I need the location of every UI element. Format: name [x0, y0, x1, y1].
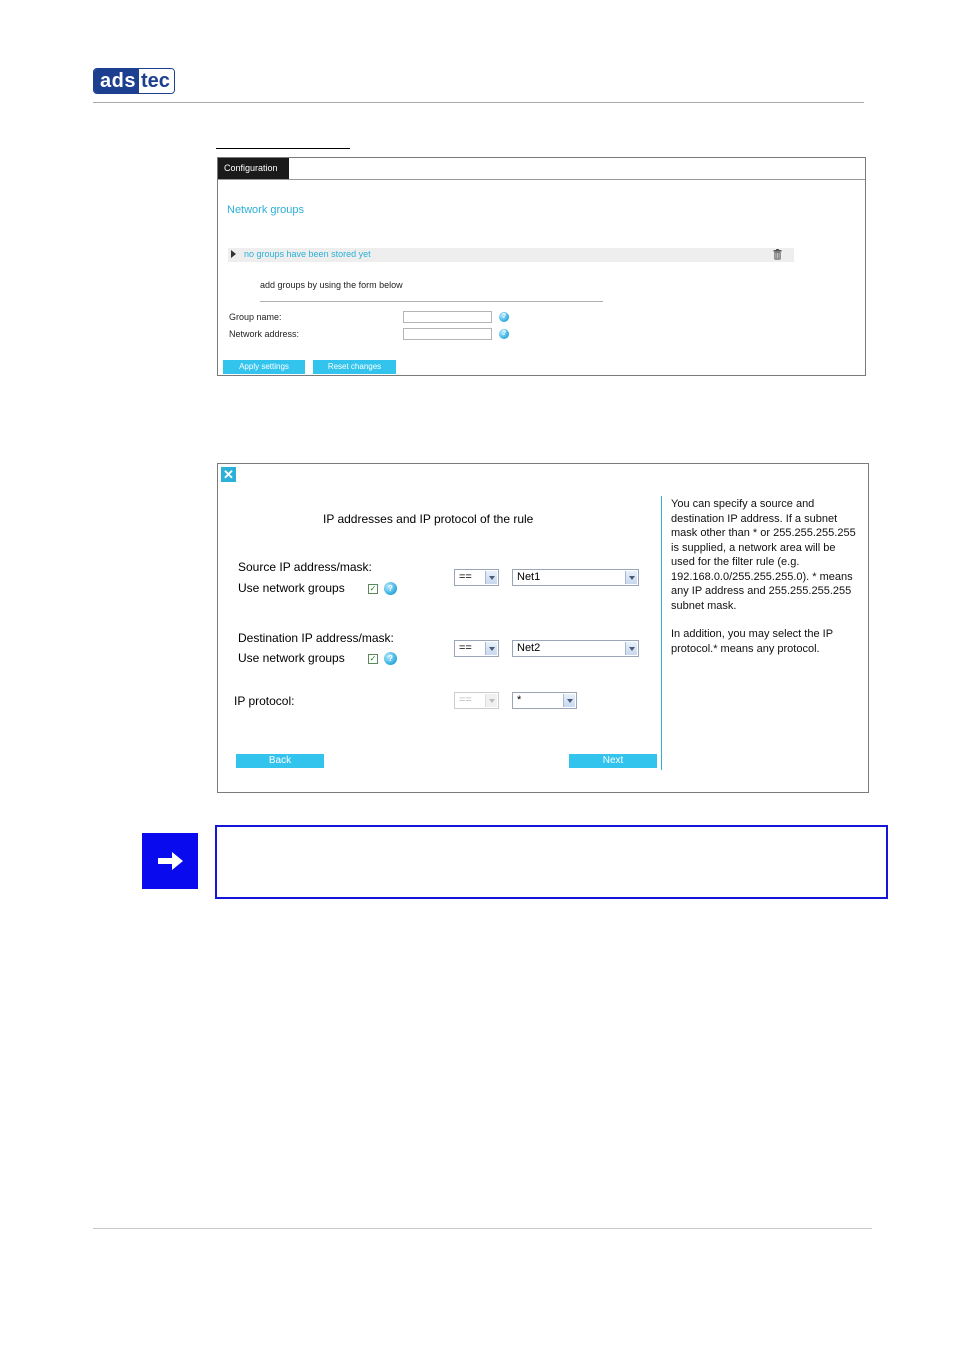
- protocol-value: *: [517, 694, 522, 706]
- source-group-select[interactable]: [512, 569, 639, 586]
- close-icon[interactable]: ✕: [221, 467, 236, 482]
- chevron-down-icon[interactable]: [563, 694, 575, 707]
- groups-list-row[interactable]: [228, 248, 794, 262]
- source-address-label: Source IP address/mask:: [238, 560, 372, 574]
- ip-protocol-label: IP protocol:: [234, 694, 295, 708]
- destination-group-value: Net2: [517, 642, 541, 654]
- network-groups-panel: [217, 157, 866, 376]
- footer-divider: [93, 1228, 872, 1229]
- add-groups-note: add groups by using the form below: [260, 280, 403, 290]
- protocol-operator-value: ==: [459, 694, 472, 706]
- group-name-label: Group name:: [229, 312, 282, 322]
- chevron-down-icon: [485, 694, 497, 707]
- help-text: [671, 497, 856, 656]
- network-address-label: Network address:: [229, 329, 300, 339]
- chevron-down-icon[interactable]: [485, 571, 497, 584]
- help-icon[interactable]: ?: [384, 652, 397, 665]
- source-operator-select[interactable]: [454, 569, 499, 586]
- destination-operator-value: ==: [459, 642, 472, 654]
- logo-text-tec: tec: [139, 69, 174, 93]
- reset-changes-button[interactable]: Reset changes: [313, 360, 396, 374]
- destination-use-groups-checkbox[interactable]: ✓: [369, 654, 377, 663]
- form-separator: [260, 301, 603, 302]
- protocol-operator-select: [454, 692, 499, 709]
- source-use-groups-checkbox[interactable]: ✓: [369, 584, 377, 593]
- trash-icon[interactable]: [773, 249, 782, 260]
- help-divider: [661, 496, 662, 770]
- destination-group-select[interactable]: [512, 640, 639, 657]
- logo-text-ads: ads: [94, 69, 139, 93]
- help-paragraph-protocol: In addition, you may select the IP protocol.* means any protocol.: [671, 628, 833, 655]
- source-group-value: Net1: [517, 571, 541, 583]
- adstec-logo: [93, 68, 175, 94]
- network-address-input[interactable]: [403, 328, 492, 340]
- groups-empty-text: no groups have been stored yet: [244, 249, 371, 259]
- arrow-right-icon: [142, 833, 198, 889]
- help-icon[interactable]: ?: [384, 582, 397, 595]
- destination-use-groups-label: Use network groups: [238, 651, 345, 665]
- source-operator-value: ==: [459, 571, 472, 583]
- tab-bar: [218, 158, 865, 180]
- dialog-title: IP addresses and IP protocol of the rule: [323, 512, 534, 526]
- help-icon[interactable]: ?: [499, 312, 509, 322]
- protocol-select[interactable]: [512, 692, 577, 709]
- group-name-input[interactable]: [403, 311, 492, 323]
- caption-underline: [216, 148, 350, 149]
- chevron-down-icon[interactable]: [625, 642, 637, 655]
- expand-arrow-icon[interactable]: [231, 250, 236, 258]
- section-title: Network groups: [227, 204, 305, 216]
- next-button[interactable]: Next: [569, 754, 657, 768]
- destination-operator-select[interactable]: [454, 640, 499, 657]
- tab-configuration[interactable]: Configuration: [218, 158, 289, 179]
- apply-settings-button[interactable]: Apply settings: [223, 360, 305, 374]
- destination-address-label: Destination IP address/mask:: [238, 631, 394, 645]
- help-icon[interactable]: ?: [499, 329, 509, 339]
- note-icon-box: [142, 833, 198, 889]
- header-divider: [93, 102, 864, 103]
- source-use-groups-label: Use network groups: [238, 581, 345, 595]
- note-box: [215, 825, 888, 899]
- chevron-down-icon[interactable]: [625, 571, 637, 584]
- back-button[interactable]: Back: [236, 754, 324, 768]
- chevron-down-icon[interactable]: [485, 642, 497, 655]
- help-paragraph-source-destination: You can specify a source and destination IP address. If a subnet mask other than * or 255.255.255.255 is supplied, a network area will be used for the filter rule (e.g. 192.168.0.0/255.255.255.0). * means any IP address and 255.255.255.255 subnet mask.: [671, 498, 856, 612]
- rule-ip-dialog: [217, 463, 869, 793]
